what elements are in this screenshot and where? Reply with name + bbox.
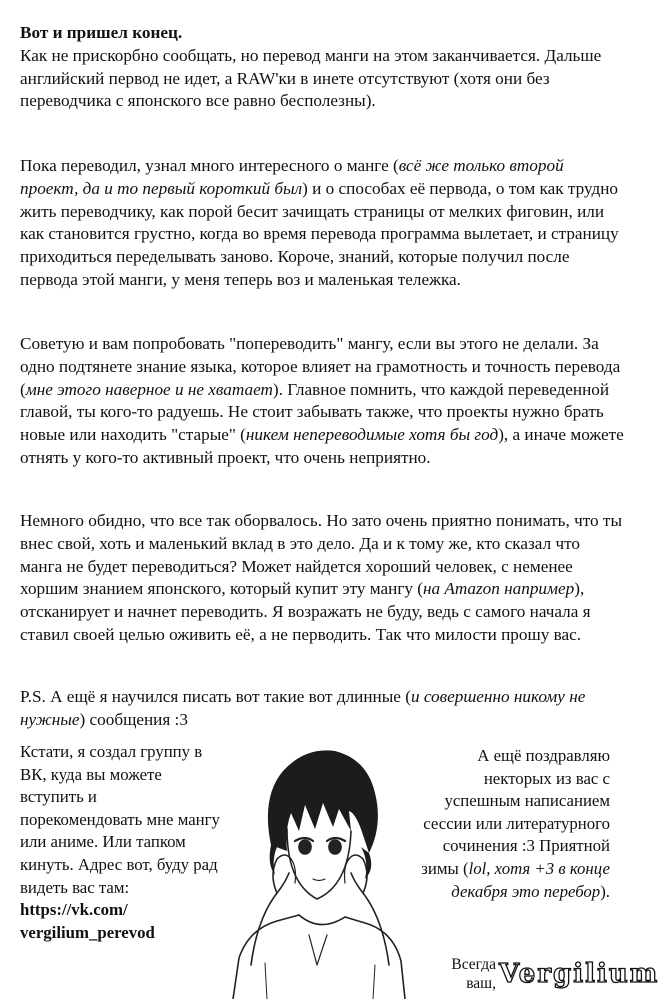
- paragraph-advice: [20, 333, 624, 470]
- paragraph-advice-italic-1: мне этого наверное и не хватает: [25, 379, 273, 399]
- paragraph-intro-text: Как не прискорбно сообщать, но перевод манги на этом заканчивается. Дальше английский первод не идет, а RAW'ки в инете отсутствуют (хотя они без переводчика с японского все равно бесполезны).: [20, 45, 602, 111]
- signature-block: [436, 955, 659, 995]
- paragraph-learning-italic: всё же только второй проект, да и то первый короткий был: [20, 156, 564, 198]
- signature-line-1: Всегда: [451, 956, 496, 973]
- congrats-italic: lol, хотя +3 в конце декабря это перебор: [451, 858, 610, 901]
- paragraph-ps-italic: и совершенно никому не нужные: [20, 687, 586, 729]
- manga-character-illustration: [205, 733, 435, 999]
- signature-line-2: ваш,: [466, 975, 496, 992]
- paragraph-learning-text-a: Пока переводил, узнал много интересного о манге (: [20, 156, 399, 175]
- paragraph-advice-text-b: ). Главное помнить, что каждой переведенной главой, ты кого-то радуешь. Не стоит забывать также, что проекты нужно брать новые или находить "старые" (: [20, 379, 610, 445]
- signature-text: [436, 955, 496, 993]
- vergilium-logo: Vergilium: [499, 959, 659, 989]
- paragraph-ps: [20, 686, 624, 732]
- congrats-note: [410, 745, 610, 903]
- paragraph-advice-italic-2: никем непереводимые хотя бы год: [245, 425, 499, 445]
- paragraph-ps-text-b: ) сообщения :3: [79, 709, 188, 729]
- congrats-text-a: А ещё поздравляю некторых из вас с успешным написанием сессии или литературного сочинения :3 Приятной зимы (: [421, 746, 610, 878]
- vk-group-text: Кстати, я создал группу в ВК, куда вы можете вступить и порекомендовать мне мангу или аниме. Или тапком кинуть. Адрес вот, буду рад видеть вас там:: [20, 742, 220, 897]
- title-the-end: Вот и пришел конец.: [20, 23, 183, 42]
- paragraph-intro: [20, 22, 624, 113]
- paragraph-learning-text-b: ) и о способах её первода, о том как трудно жить переводчику, как порой бесит зачищать страницы от мелких фиговин, или как становится грустно, когда во время перевода программа вылетает, и страницу приходиться переделывать заново. Короче, знаний, которые получил после первода этой манги, у меня теперь воз и маленькая тележка.: [20, 178, 619, 289]
- paragraph-learning: [20, 155, 624, 292]
- paragraph-ps-text-a: P.S. А ещё я научился писать вот такие вот длинные (: [20, 687, 411, 706]
- congrats-text-b: ).: [600, 881, 610, 901]
- paragraph-advice-text-a: Советую и вам попробовать "попереводить" мангу, если вы этого не делали. За одно подтянете знание языка, которое влияет на грамотность и точность перевода (: [20, 334, 621, 399]
- paragraph-hope-italic: на Amazon например: [423, 579, 575, 599]
- vk-link-line-1[interactable]: https://vk.com/: [20, 900, 128, 920]
- paragraph-advice-text-c: ), а иначе можете отнять у кого-то активный проект, что очень неприятно.: [20, 425, 624, 467]
- paragraph-hope-text-a: Немного обидно, что все так оборвалось. Но зато очень приятно понимать, что ты внес свой, хоть и маленький вклад в это дело. Да и к тому же, кто сказал что манга не будет переводиться? Может найдется хороший человек, с неменее хоршим знанием японского, который купит эту мангу (: [20, 511, 622, 599]
- paragraph-hope-text-b: ), отсканирует и начнет переводить. Я возражать не буду, ведь с самого начала я ставил своей целью оживить её, а не перводить. Так что милости прошу вас.: [20, 579, 591, 644]
- vk-link-line-2[interactable]: vergilium_perevod: [20, 922, 155, 942]
- vk-group-note: [20, 741, 220, 944]
- paragraph-hope: [20, 510, 624, 647]
